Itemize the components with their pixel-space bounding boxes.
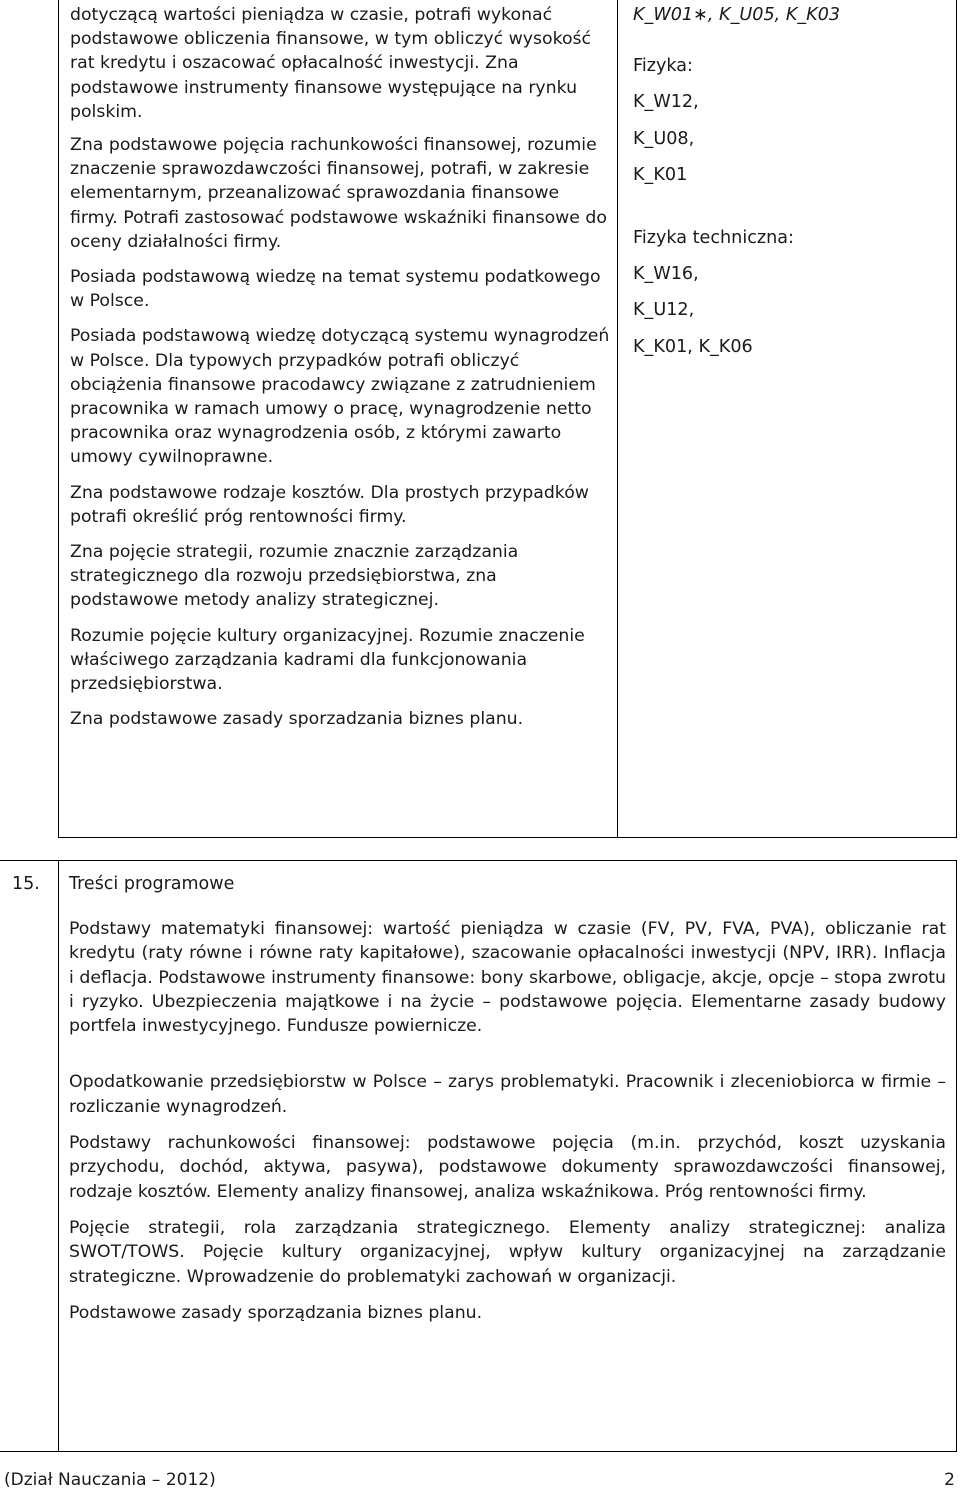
column-divider: [58, 861, 59, 1451]
fizyka-techniczna-code: K_W16,: [633, 264, 699, 285]
learning-outcomes-cell: [70, 3, 610, 742]
fizyka-code: K_U08,: [633, 128, 695, 149]
content-paragraph: Podstawy matematyki finansowej: wartość pieniądza w czasie (FV, PV, FVA, PVA), obliczanie rat kredytu (raty równe i równe raty kapitałowe), szacowanie opłacalności inwestycji (NPV, IRR). Inflacja i deflacja. Podstawowe instrumenty finansowe: bony skarbowe, obligacje, akcje, opcje – stopa zwrotu i ryzyko. Ubezpieczenia majątkowe i na życie – podstawowe pojęcia. Elementarne zasady budowy portfela inwestycyjnego. Fundusze powiernicze.: [69, 919, 946, 1037]
page-number: 2: [944, 1470, 955, 1490]
section-title: Treści programowe: [69, 874, 235, 894]
content-paragraph: Podstawy rachunkowości finansowej: podstawowe pojęcia (m.in. przychód, koszt uzyskania przychodu, dochód, aktywa, pasywa), podstawowe dokumenty sprawozdawczości finansowej, rodzaje kosztów. Elementy analizy finansowej, analiza wskaźnikowa. Próg rentowności firmy.: [69, 1133, 946, 1202]
spacer: [633, 199, 943, 226]
outcome-paragraph: Posiada podstawową wiedzę dotyczącą systemu wynagrodzeń w Polsce. Dla typowych przypadków potrafi obliczyć obciążenia finansowe pracodawcy związane z zatrudnieniem pracownika w ramach umowy o pracę, wynagrodzenie netto pracownika oraz wynagrodzenia osób, z którymi zawarto umowy cywilnoprawne.: [70, 326, 610, 468]
footer-rule: [0, 1464, 960, 1465]
outcome-paragraph: Zna podstawowe rodzaje kosztów. Dla prostych przypadków potrafi określić próg rentowności firmy.: [70, 482, 589, 527]
section-number: 15.: [12, 874, 40, 894]
fizyka-techniczna-label: Fizyka techniczna:: [633, 228, 794, 249]
content-paragraph: Podstawowe zasady sporządzania biznes planu.: [69, 1302, 483, 1323]
outcome-paragraph: Zna podstawowe pojęcia rachunkowości finansowej, rozumie znaczenie sprawozdawczości finansowej, potrafi, w zakresie elementarnym, przeanalizować sprawozdania finansowe firmy. Potrafi zastosować podstawowe wskaźniki finansowe do oceny działalności firmy.: [70, 135, 607, 252]
learning-outcomes-table: [58, 0, 957, 838]
fizyka-techniczna-code: K_K01, K_K06: [633, 336, 753, 357]
outcome-paragraph: Zna pojęcie strategii, rozumie znacznie zarządzania strategicznego dla rozwoju przedsiębiorstwa, zna podstawowe metody analizy strategicznej.: [70, 542, 519, 611]
outcome-paragraph: dotyczącą wartości pieniądza w czasie, potrafi wykonać podstawowe obliczenia finansowe, w tym obliczyć wysokość rat kredytu i oszacować opłacalność inwestycji. Zna podstawowe instrumenty finansowe występujące na rynku polskim.: [70, 5, 592, 122]
outcome-paragraph: Posiada podstawową wiedzę na temat systemu podatkowego w Polsce.: [70, 267, 601, 312]
content-paragraph: Opodatkowanie przedsiębiorstw w Polsce – zarys problematyki. Pracownik i zleceniobiorca w firmie – rozliczanie wynagrodzeń.: [69, 1072, 946, 1117]
footer-department: (Dział Nauczania – 2012): [4, 1470, 216, 1490]
section-body: [69, 917, 946, 1337]
outcome-paragraph: Rozumie pojęcie kultury organizacyjnej. Rozumie znaczenie właściwego zarządzania kadrami dla funkcjonowania przedsiębiorstwa.: [70, 625, 585, 695]
fizyka-techniczna-code: K_U12,: [633, 300, 695, 321]
fizyka-code: K_W12,: [633, 92, 699, 113]
content-paragraph: Pojęcie strategii, rola zarządzania strategicznego. Elementy analizy strategicznej: analiza SWOT/TOWS. Pojęcie kultury organizacyjnej, wpływ kultury organizacyjnej na zarządzanie strategiczne. Wprowadzenie do problematyki zachowań w organizacji.: [69, 1217, 946, 1287]
outcome-paragraph: Zna podstawowe zasady sporzadzania biznes planu.: [70, 709, 524, 730]
fizyka-label: Fizyka:: [633, 56, 693, 77]
outcome-codes-cell: [633, 3, 943, 371]
general-codes: K_W01∗, K_U05, K_K03: [633, 5, 841, 25]
section-15-table: [0, 860, 957, 1452]
column-divider: [617, 0, 618, 837]
fizyka-code: K_K01: [633, 164, 688, 185]
